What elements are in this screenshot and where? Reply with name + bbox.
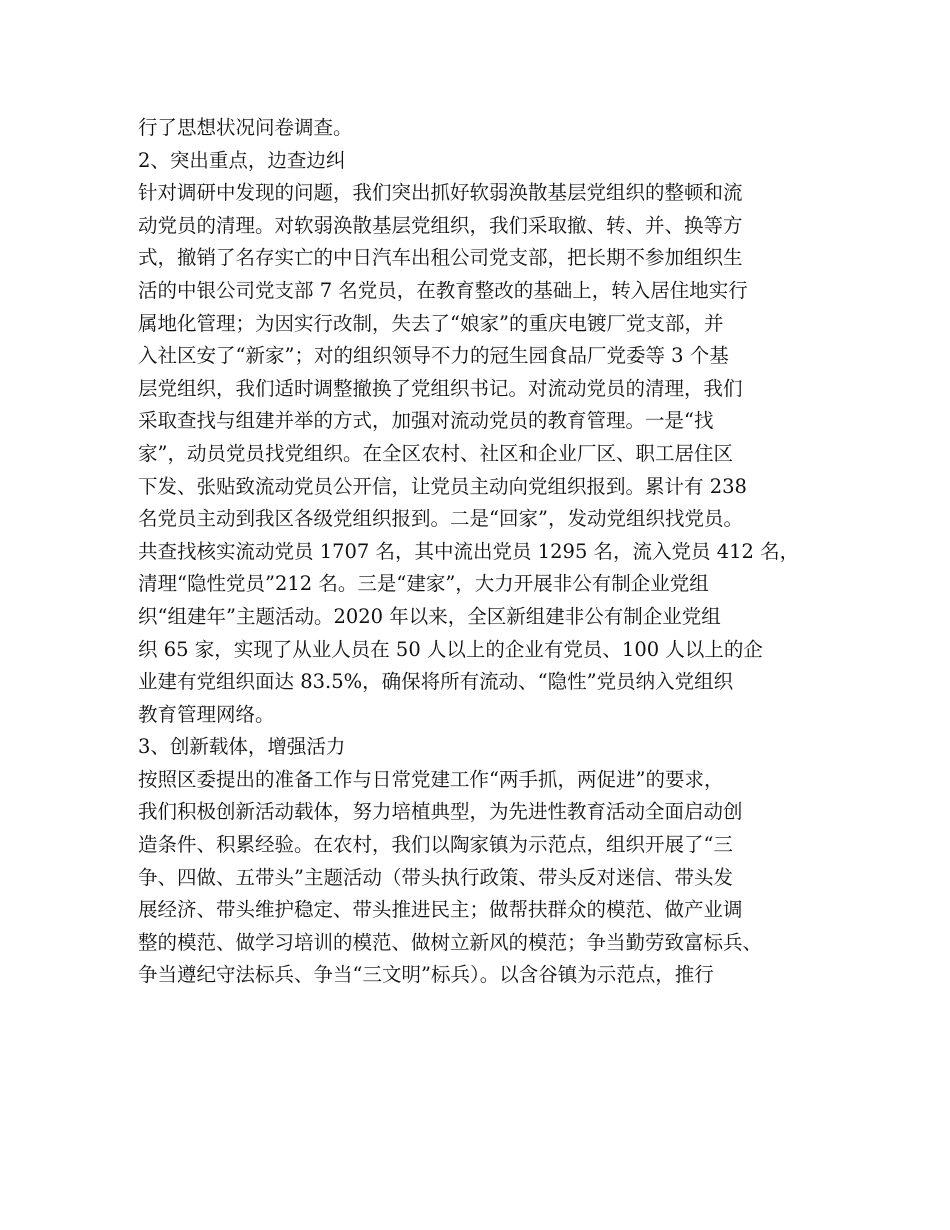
text-line: 入社区安了“新家”；对的组织领导不力的冠生园食品厂党委等 3 个基 [138, 344, 729, 368]
text-line: 活的中银公司党支部 7 名党员，在教育整改的基础上，转入居住地实行 [138, 278, 748, 302]
text-line: 展经济、带头维护稳定、带头推进民主；做帮扶群众的模范、做产业调 [138, 898, 743, 922]
text-line: 下发、张贴致流动党员公开信，让党员主动向党组织报到。累计有 238 [138, 474, 747, 498]
text-line: 采取查找与组建并举的方式，加强对流动党员的教育管理。一是“找 [138, 409, 714, 433]
text-line: 名党员主动到我区各级党组织报到。二是“回家”，发动党组织找党员。 [138, 507, 743, 531]
text-line: 织“组建年”主题活动。2020 年以来，全区新组建非公有制企业党组 [138, 604, 721, 628]
text-line: 争、四做、五带头”主题活动（带头执行政策、带头反对迷信、带头发 [138, 865, 733, 889]
text-line: 织 65 家，实现了从业人员在 50 人以上的企业有党员、100 人以上的企 [138, 637, 763, 661]
text-line: 造条件、积累经验。在农村，我们以陶家镇为示范点，组织开展了“三 [138, 833, 733, 857]
text-line: 我们积极创新活动载体，努力培植典型，为先进性教育活动全面启动创 [138, 800, 743, 824]
text-line: 清理“隐性党员”212 名。三是“建家”，大力开展非公有制企业党组 [138, 572, 709, 596]
text-line: 行了思想状况问卷调查。 [138, 116, 353, 139]
text-line: 业建有党组织面达 83.5%，确保将所有流动、“隐性”党员纳入党组织 [138, 670, 734, 694]
section-heading: 2、突出重点，边查边纠 [138, 148, 346, 172]
text-line: 按照区委提出的准备工作与日常党建工作“两手抓，两促进”的要求， [138, 767, 724, 791]
section-heading: 3、创新载体，增强活力 [138, 735, 346, 759]
text-line: 动党员的清理。对软弱涣散基层党组织，我们采取撤、转、并、换等方 [138, 213, 743, 237]
text-line: 式，撤销了名存实亡的中日汽车出租公司党支部，把长期不参加组织生 [138, 246, 743, 270]
document-body [138, 112, 838, 992]
text-line: 共查找核实流动党员 1707 名，其中流出党员 1295 名，流入党员 412 名， [138, 539, 800, 563]
text-line: 属地化管理；为因实行改制，失去了“娘家”的重庆电镀厂党支部，并 [138, 311, 724, 335]
text-line: 层党组织，我们适时调整撤换了党组织书记。对流动党员的清理，我们 [138, 376, 743, 400]
text-line: 整的模范、做学习培训的模范、做树立新风的模范；争当勤劳致富标兵、 [138, 930, 763, 954]
text-line: 教育管理网络。 [138, 702, 275, 726]
text-line: 针对调研中发现的问题，我们突出抓好软弱涣散基层党组织的整顿和流 [138, 181, 743, 205]
text-line: 家”，动员党员找党组织。在全区农村、社区和企业厂区、职工居住区 [138, 441, 733, 465]
text-line: 争当遵纪守法标兵、争当“三文明”标兵）。以含谷镇为示范点，推行 [138, 963, 714, 987]
